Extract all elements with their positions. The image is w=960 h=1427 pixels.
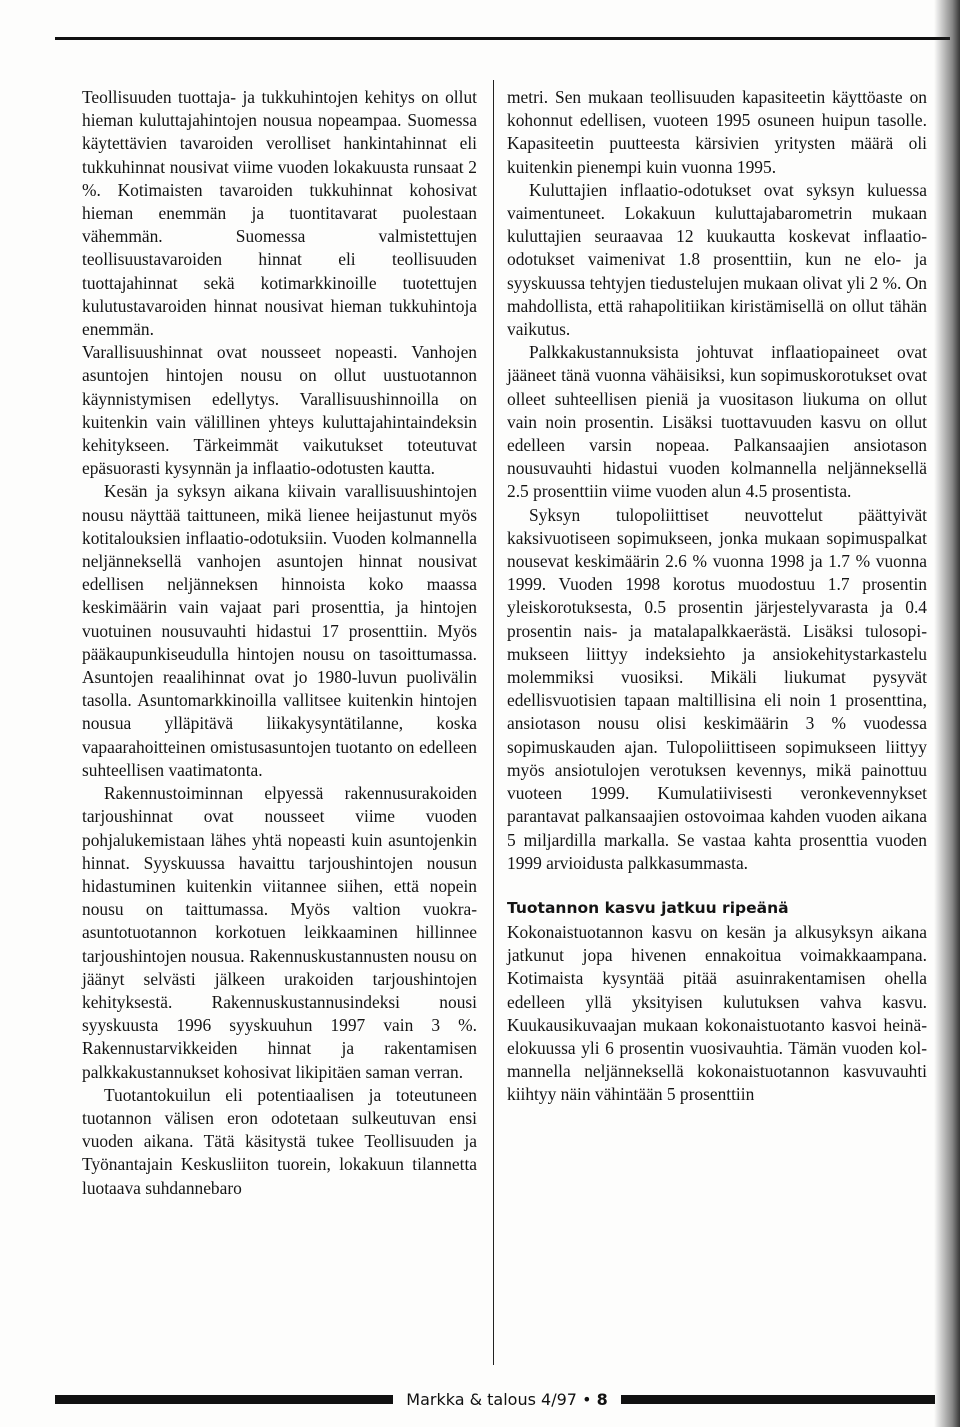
- left-paragraph-1: Teollisuuden tuottaja- ja tukkuhintojen kehitys on ollut hieman kuluttajahintojen nousua nopeampaa. Suomessa käytettävien tavaroiden verolliset hankintahinnat eli tukkuhinnat nousivat viime vuoden lokakuusta runsaat 2 %. Kotimaisten tavaroiden tukkuhinnat kohosivat hieman enemmän ja tuontitavarat puolestaan vähemmän. Suomessa valmistettujen teollisuustavaroiden hinnat eli teollisuuden tuottajahinnat sekä kotimarkkinoille tuotettujen kulutustavaroiden hinnat nousivat hieman tukkuhintoja enemmän.: [82, 87, 477, 340]
- right-paragraph-1: metri. Sen mukaan teollisuuden kapasiteetin käyttöaste on kohonnut edellisen, vuoteen 1995 osuneen huipun tasolle. Kapasiteetin puutteesta kärsivien yritysten määrä oli kuitenkin pienempi kuin vuonna 1995.: [507, 87, 927, 177]
- footer-bar-left: [55, 1395, 393, 1404]
- left-paragraph-3: Kesän ja syksyn aikana kiivain varallisuushintojen nousu näyttää taittuneen, mikä lienee heijastunut myös kotitalouksien inflaatio-odotuksiin. Vuoden kolmannella neljänneksellä vanhojen asuntojen hinnat nousivat edellisen neljänneksen hinnoista koko maassa keskimäärin vain vajaat pari prosenttia, ja hintojen vuotuinen nousuvauhti hidastui 17 prosenttiin. Myös pääkaupunkiseudulla hintojen nousu on tasoittumassa. Asuntojen reaalihinnat ovat jo 1980-luvun puolivälin tasolla. Asuntomarkkinoilla vallitsee kuitenkin hintojen nousua ylläpitävä liikakysyntätilanne, koska vapaarahoitteinen omistusasuntojen tuotanto on edelleen suhteellisen vaatimatonta.: [82, 481, 477, 780]
- left-column: [82, 86, 477, 1200]
- page-number: 8: [596, 1390, 608, 1409]
- left-paragraph-5: Tuotantokuilun eli potentiaalisen ja toteutuneen tuotannon välisen eron odotetaan sulkeutuvan ensi vuoden aikana. Tätä käsitystä tukee Teollisuuden ja Työnantajain Keskusliiton tuorein, lokakuun tilannetta luotaava suhdannebaro: [82, 1084, 477, 1198]
- right-paragraph-4: Syksyn tulopoliittiset neuvottelut päättyivät kaksivuotiseen sopimukseen, jonka mukaan sopimuspalkat nousevat keskimäärin 2.6 % vuonna 1998 ja 1.7 % vuonna 1999. Vuoden 1998 korotus muodostuu 1.7 prosentin yleiskorotuksesta, 0.5 prosentin järjestelyvarasta ja 0.4 prosentin nais- ja matalapalkkaerästä. Lisäksi tulosopimukseen liittyy indeksiehto ja ansiokehitystarkastelu molemmiksi vuosiksi. Mikäli liukumat pysyvät edellisvuotisien tapaan maltillisina eli noin 1 prosenttina, ansiotason nousu olisi keskimäärin 3 % vuodessa sopimuskauden ajan. Tulopoliittiseen sopimukseen liittyy myös ansiotulojen verotuksen kevennys, mikä painottuu vuoteen 1999. Kumulatiivisesti veronkevennykset parantavat palkansaajien ostovoimaa kahden vuoden aikana 5 miljardilla markalla. Se vastaa kahta prosenttia vuoden 1999 arvioidusta palkkasummasta.: [507, 504, 927, 873]
- footer-separator: •: [582, 1390, 592, 1409]
- right-paragraph-2: Kuluttajien inflaatio-odotukset ovat syksyn kuluessa vaimentuneet. Lokakuun kuluttajabarometrin mukaan kuluttajien seuraavaa 12 kuukautta koskevat inflaatio-odotukset vaimenivat 1.8 prosenttiin, kun ne elo- ja syyskuussa tehtyjen tiedustelujen mukaan olivat yli 2 %. On mahdollista, että rahapolitiikan kiristämisellä on ollut tähän vaikutus.: [507, 179, 927, 340]
- publication-name: Markka & talous 4/97: [406, 1390, 577, 1409]
- column-divider: [493, 80, 494, 1365]
- footer-label: [400, 1387, 614, 1413]
- left-paragraph-4: Rakennustoiminnan elpyessä rakennusurakoiden tarjoushinnat ovat nousseet viime vuoden pohjalukemistaan lähes yhtä nopeasti kuin asuntojenkin hinnat. Syyskuussa havaittu tarjoushintojen nousun hidastuminen kuitenkin viitannee siihen, että nopein nousu on taittumassa. Myös valtion vuokra-asuntotuotannon korkotuen leikkaaminen hillinnee tarjoushintojen nousua. Rakennuskustannusten nousu on jäänyt selvästi jälkeen urakoiden tarjoushintojen kehityksestä. Rakennuskustannusindeksi nousi syyskuusta 1996 syyskuuhun 1997 vain 3 %. Rakennustarvikkeiden hinnat ja rakentamisen palkkakustannukset kohosivat likipitäen saman verran.: [82, 783, 477, 1082]
- right-column: [507, 86, 927, 1107]
- top-rule: [55, 37, 950, 40]
- left-paragraph-2: Varallisuushinnat ovat nousseet nopeasti. Vanhojen asuntojen hintojen nousu on ollut uustuotannon käynnistymisen edellytys. Varallisuushinnoilla on kuitenkin vain välillinen yhteys kuluttajahintaindeksin kehitykseen. Tärkeimmät vaikutukset toteutuvat epäsuorasti kysynnän ja inflaatio-odotusten kautta.: [82, 342, 477, 479]
- right-paragraph-3: Palkkakustannuksista johtuvat inflaatiopaineet ovat jääneet tänä vuonna vähäisiksi, kun sopimuskorotukset ovat olleet suhteellisen pieniä ja vuositason liukuma on ollut vain noin prosentin. Lisäksi tuottavuuden kasvu on ollut edelleen varsin nopeaa. Palkansaajien ansiotason nousuvauhti hidastui vuoden kolmannella neljänneksellä 2.5 prosenttiin viime vuoden alun 4.5 prosentista.: [507, 342, 927, 502]
- footer-bar-right: [621, 1395, 935, 1404]
- section-heading: Tuotannon kasvu jatkuu ripeänä: [507, 898, 789, 917]
- page-footer: [55, 1387, 935, 1413]
- page-edge-shadow: [934, 0, 960, 1427]
- section-paragraph: Kokonaistuotannon kasvu on kesän ja alkusyksyn aikana jatkunut jopa hivenen ennakoitua voimakkaampana. Kotimaista kysyntää pitää asuinrakentamisen ohella edelleen yllä yksityisen kulutuksen vahva kasvu. Kuukausikuvaajan mukaan kokonaistuotanto kasvoi heinä-elokuussa yli 6 prosentin vuosivauhtia. Tämän vuoden kolmannella neljänneksellä kokonaistuotannon kasvuvauhti kiihtyy näin vähintään 5 prosenttiin: [507, 921, 927, 1105]
